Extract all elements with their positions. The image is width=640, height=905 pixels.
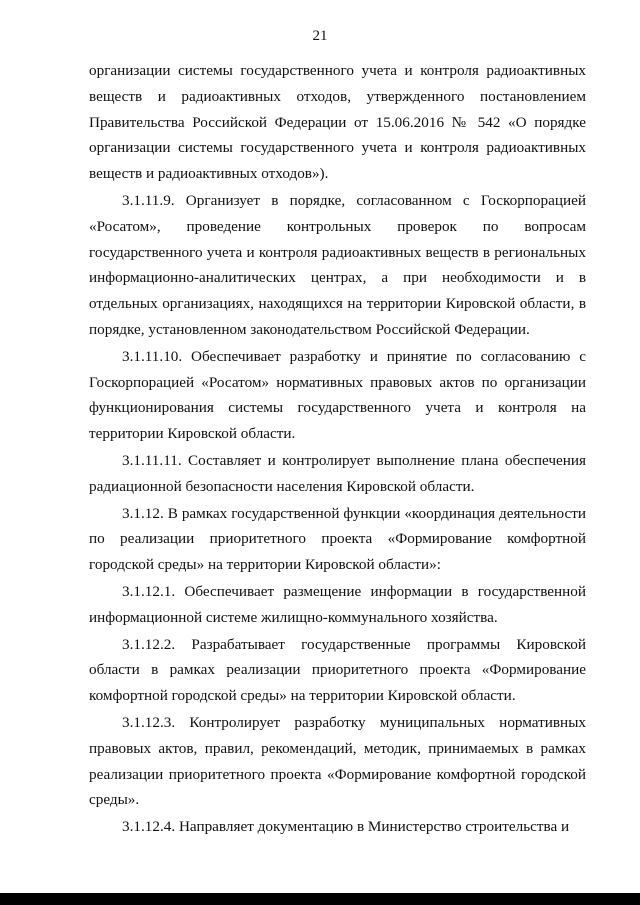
- paragraph-3-1-11-9: 3.1.11.9. Организует в порядке, согласованном с Госкорпорацией «Росатом», проведение контрольных проверок по вопросам государственного учета и контроля радиоактивных веществ в региональных информационно-аналитических центрах, а при необходимости и в отдельных организациях, находящихся на территории Кировской области, в порядке, установленном законодательством Российской Федерации.: [89, 191, 586, 338]
- paragraph-3-1-12-1: 3.1.12.1. Обеспечивает размещение информации в государственной информационной системе жилищно-коммунального хозяйства.: [89, 582, 586, 626]
- paragraph-3-1-12-3: 3.1.12.3. Контролирует разработку муниципальных нормативных правовых актов, правил, рекомендаций, методик, принимаемых в рамках реализации приоритетного проекта «Формирование комфортной городской среды».: [89, 713, 586, 809]
- paragraph-3-1-11-10: 3.1.11.10. Обеспечивает разработку и принятие по согласованию с Госкорпорацией «Росатом» нормативных правовых актов по организации функционирования системы государственного учета и контроля на территории Кировской области.: [89, 347, 586, 443]
- paragraph-3-1-11-11: 3.1.11.11. Составляет и контролирует выполнение плана обеспечения радиационной безопасности населения Кировской области.: [89, 451, 586, 495]
- paragraph-3-1-12-2: 3.1.12.2. Разрабатывает государственные программы Кировской области в рамках реализации приоритетного проекта «Формирование комфортной городской среды» на территории Кировской области.: [89, 635, 586, 705]
- scan-edge-bar: [0, 893, 640, 905]
- document-body: [89, 58, 586, 840]
- paragraph-continuation: организации системы государственного учета и контроля радиоактивных веществ и радиоактивных отходов, утвержденного постановлением Правительства Российской Федерации от 15.06.2016 № 542 «О порядке организации системы государственного учета и контроля радиоактивных веществ и радиоактивных отходов»).: [89, 62, 586, 183]
- paragraph-3-1-12-4: 3.1.12.4. Направляет документацию в Министерство строительства и: [122, 818, 570, 836]
- page-number: 21: [312, 28, 328, 44]
- paragraph-3-1-12: 3.1.12. В рамках государственной функции «координация деятельности по реализации приоритетного проекта «Формирование комфортной городской среды» на территории Кировской области»:: [89, 504, 586, 574]
